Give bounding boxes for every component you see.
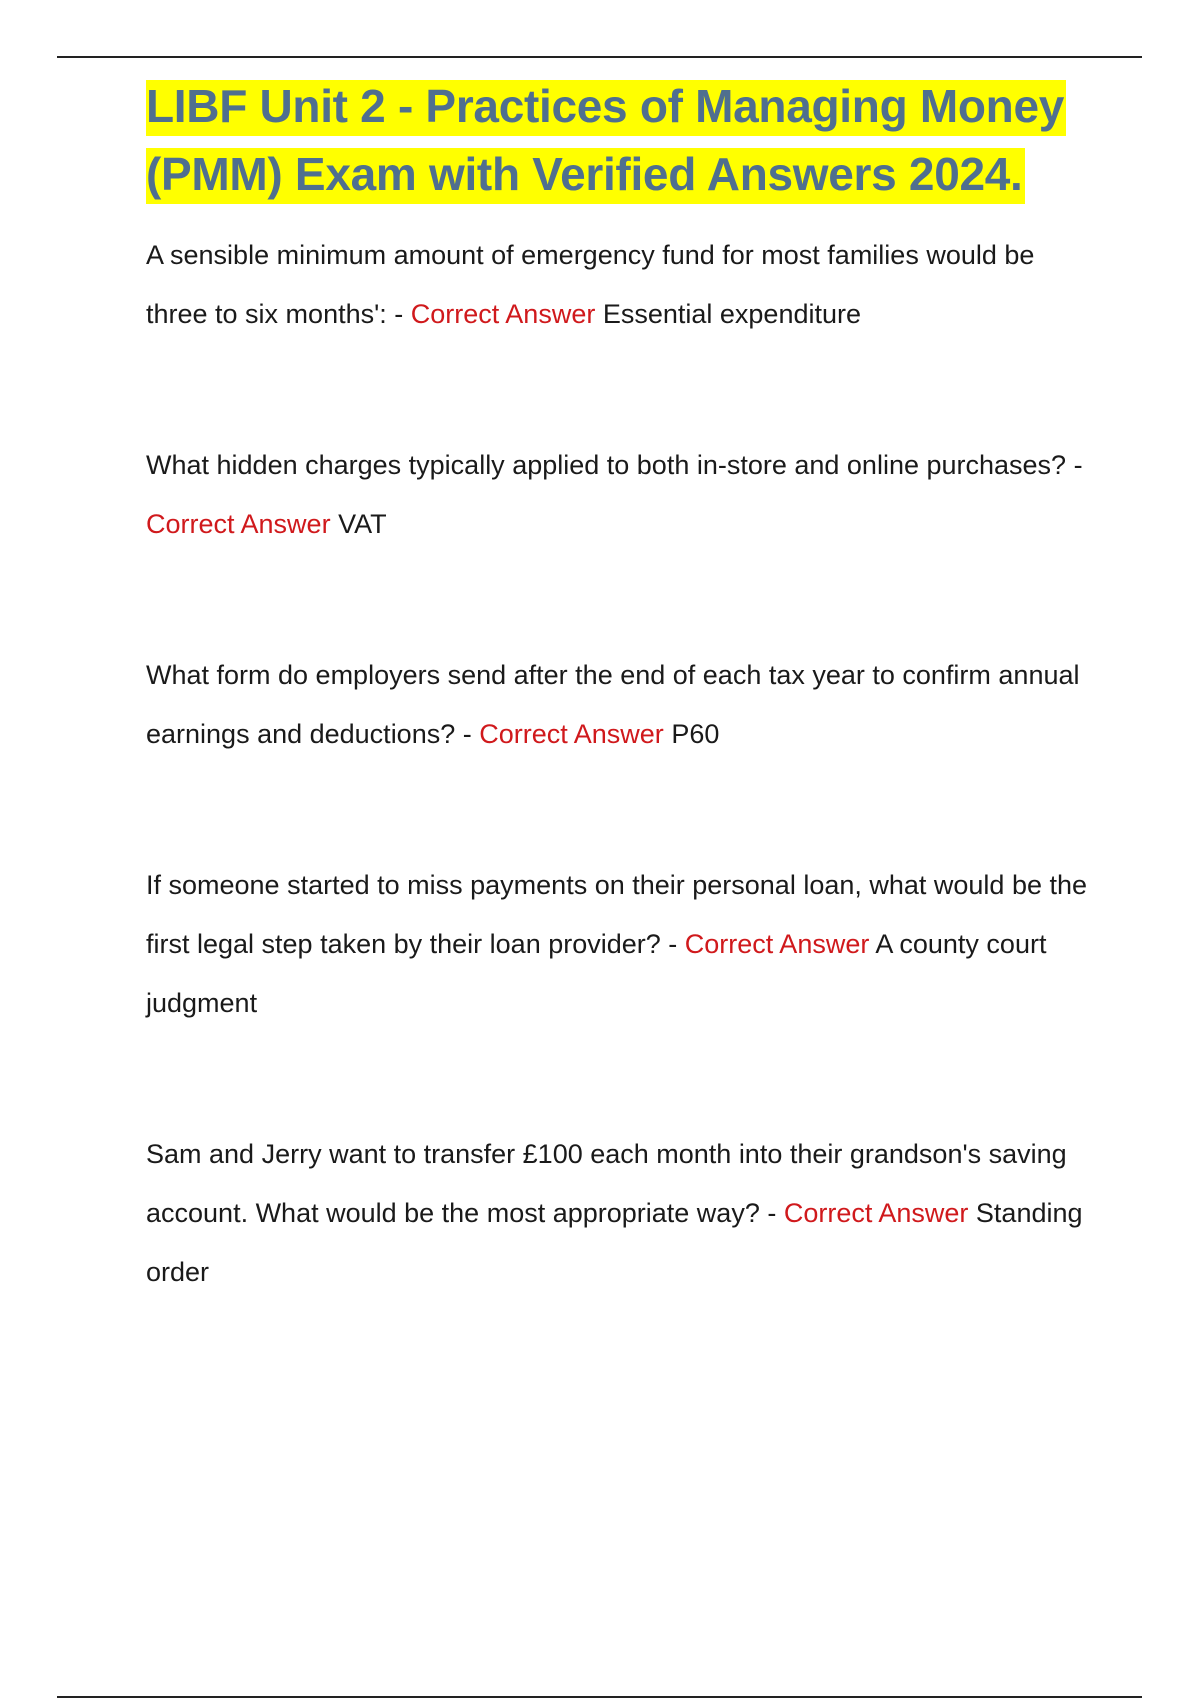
- correct-answer-label: Correct Answer: [410, 299, 596, 329]
- qa-item: [146, 1125, 1096, 1302]
- qa-item: [146, 856, 1096, 1033]
- answer-text: A county court judgment: [146, 929, 1047, 1018]
- question-text: If someone started to miss payments on their personal loan, what would be the first legal step taken by their loan provider?: [146, 870, 1088, 959]
- answer-text: P60: [671, 719, 720, 749]
- question-text: What form do employers send after the end of each tax year to confirm annual earnings and deductions?: [146, 660, 1080, 749]
- question-text: Sam and Jerry want to transfer £100 each month into their grandson's saving account. What would be the most appropriate way?: [146, 1139, 1067, 1228]
- separator: -: [759, 1198, 784, 1228]
- correct-answer-label: Correct Answer: [146, 509, 331, 539]
- question-text: What hidden charges typically applied to both in-store and online purchases?: [146, 450, 1067, 480]
- answer-text: Essential expenditure: [602, 299, 862, 329]
- correct-answer-label: Correct Answer: [783, 1198, 969, 1228]
- document-body: [146, 72, 1096, 1302]
- qa-item: [146, 646, 1096, 764]
- separator: -: [660, 929, 685, 959]
- answer-text: VAT: [338, 509, 387, 539]
- correct-answer-label: Correct Answer: [479, 719, 664, 749]
- qa-item: [146, 226, 1096, 344]
- top-rule: [57, 56, 1142, 58]
- title-highlight: LIBF Unit 2 - Practices of Managing Money (PMM) Exam with Verified Answers 2024.: [146, 80, 1066, 204]
- document-title: [146, 72, 1096, 208]
- answer-text: Standing order: [146, 1198, 1083, 1287]
- question-text: A sensible minimum amount of emergency fund for most families would be three to six months':: [146, 240, 1035, 329]
- separator: -: [1066, 450, 1083, 480]
- qa-item: [146, 436, 1096, 554]
- bottom-rule: [57, 1696, 1142, 1698]
- separator: -: [386, 299, 411, 329]
- separator: -: [455, 719, 480, 749]
- correct-answer-label: Correct Answer: [684, 929, 870, 959]
